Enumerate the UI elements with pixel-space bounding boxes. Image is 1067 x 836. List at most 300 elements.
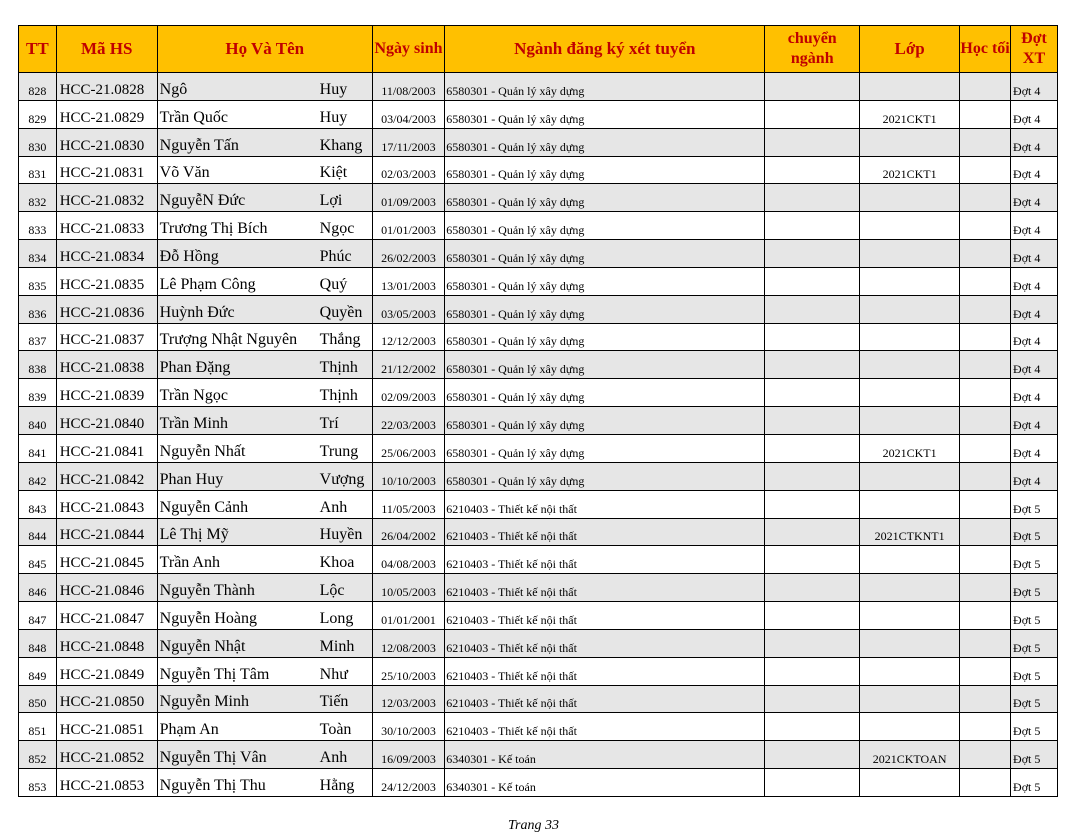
cell-ngay-sinh: 12/08/2003 — [372, 629, 444, 657]
table-row — [19, 741, 1058, 769]
cell-lop — [860, 184, 960, 212]
cell-ma-hs: HCC-21.0843 — [56, 490, 157, 518]
cell-chuyen-nganh — [765, 100, 860, 128]
cell-ten: Vượng — [319, 470, 365, 488]
cell-ho-ten — [157, 769, 372, 797]
table-row — [19, 407, 1058, 435]
cell-ho-ten — [157, 267, 372, 295]
cell-nganh: 6580301 - Quản lý xây dựng — [445, 100, 765, 128]
cell-ten: Long — [319, 609, 354, 627]
header-dot-xt: Đợt XT — [1011, 26, 1058, 73]
cell-chuyen-nganh — [765, 379, 860, 407]
table-row — [19, 323, 1058, 351]
cell-ten: Anh — [319, 498, 348, 516]
cell-nganh: 6210403 - Thiết kế nội thất — [445, 574, 765, 602]
cell-nganh: 6580301 - Quản lý xây dựng — [445, 351, 765, 379]
cell-chuyen-nganh — [765, 156, 860, 184]
cell-nganh: 6580301 - Quản lý xây dựng — [445, 323, 765, 351]
cell-ho: Ngô — [159, 80, 188, 98]
cell-ma-hs: HCC-21.0832 — [56, 184, 157, 212]
cell-ho: Nguyễn Hoàng — [159, 609, 257, 627]
header-chuyen-nganh: chuyển ngành — [765, 26, 860, 73]
cell-nganh: 6580301 - Quản lý xây dựng — [445, 73, 765, 101]
cell-dot-xt: Đợt 4 — [1011, 212, 1058, 240]
cell-ngay-sinh: 11/05/2003 — [372, 490, 444, 518]
cell-ngay-sinh: 03/05/2003 — [372, 295, 444, 323]
cell-ho-ten — [157, 351, 372, 379]
cell-ten: Ngọc — [319, 220, 355, 238]
cell-nganh: 6580301 - Quản lý xây dựng — [445, 434, 765, 462]
cell-chuyen-nganh — [765, 434, 860, 462]
cell-ho: Nguyễn Minh — [159, 693, 249, 711]
cell-lop: 2021CKTOAN — [860, 741, 960, 769]
cell-lop: 2021CKT1 — [860, 156, 960, 184]
cell-ngay-sinh: 02/09/2003 — [372, 379, 444, 407]
cell-tt: 831 — [19, 156, 57, 184]
cell-chuyen-nganh — [765, 184, 860, 212]
table-row — [19, 546, 1058, 574]
header-row — [19, 26, 1058, 73]
cell-ho: Trương Thị Bích — [159, 220, 268, 238]
cell-chuyen-nganh — [765, 351, 860, 379]
cell-ma-hs: HCC-21.0837 — [56, 323, 157, 351]
cell-ma-hs: HCC-21.0847 — [56, 602, 157, 630]
cell-nganh: 6580301 - Quản lý xây dựng — [445, 156, 765, 184]
cell-ngay-sinh: 26/04/2002 — [372, 518, 444, 546]
cell-dot-xt: Đợt 4 — [1011, 434, 1058, 462]
cell-ho-ten — [157, 685, 372, 713]
cell-ngay-sinh: 26/02/2003 — [372, 240, 444, 268]
table-row — [19, 685, 1058, 713]
cell-lop: 2021CKT1 — [860, 100, 960, 128]
cell-ma-hs: HCC-21.0833 — [56, 212, 157, 240]
table-row — [19, 629, 1058, 657]
cell-ma-hs: HCC-21.0839 — [56, 379, 157, 407]
cell-hoc-toi — [960, 685, 1011, 713]
cell-nganh: 6210403 - Thiết kế nội thất — [445, 518, 765, 546]
table-row — [19, 100, 1058, 128]
cell-ho: Huỳnh Đức — [159, 303, 235, 321]
cell-ten: Thắng — [319, 331, 361, 349]
cell-dot-xt: Đợt 4 — [1011, 407, 1058, 435]
cell-lop — [860, 323, 960, 351]
table-row — [19, 657, 1058, 685]
cell-ho-ten — [157, 713, 372, 741]
cell-ngay-sinh: 02/03/2003 — [372, 156, 444, 184]
cell-tt: 843 — [19, 490, 57, 518]
cell-nganh: 6210403 - Thiết kế nội thất — [445, 657, 765, 685]
cell-ma-hs: HCC-21.0836 — [56, 295, 157, 323]
cell-hoc-toi — [960, 713, 1011, 741]
cell-hoc-toi — [960, 518, 1011, 546]
table-row — [19, 295, 1058, 323]
cell-tt: 829 — [19, 100, 57, 128]
cell-chuyen-nganh — [765, 212, 860, 240]
cell-chuyen-nganh — [765, 73, 860, 101]
cell-ten: Phúc — [319, 247, 352, 265]
cell-ngay-sinh: 12/03/2003 — [372, 685, 444, 713]
cell-tt: 834 — [19, 240, 57, 268]
cell-ho-ten — [157, 629, 372, 657]
cell-chuyen-nganh — [765, 769, 860, 797]
cell-ngay-sinh: 10/10/2003 — [372, 462, 444, 490]
cell-hoc-toi — [960, 240, 1011, 268]
cell-ten: Khoa — [319, 554, 355, 572]
cell-chuyen-nganh — [765, 490, 860, 518]
cell-ho: Trượng Nhật Nguyên — [159, 331, 298, 349]
header-tt: TT — [19, 26, 57, 73]
cell-lop — [860, 462, 960, 490]
cell-ho: Nguyễn Thị Thu — [159, 776, 266, 794]
cell-ten: Trung — [319, 442, 359, 460]
cell-ten: Lợi — [319, 192, 343, 210]
cell-lop — [860, 407, 960, 435]
cell-ho: Trần Anh — [159, 554, 220, 572]
cell-chuyen-nganh — [765, 629, 860, 657]
table-row — [19, 351, 1058, 379]
cell-ho: Phan Đặng — [159, 359, 231, 377]
cell-nganh: 6580301 - Quản lý xây dựng — [445, 184, 765, 212]
cell-dot-xt: Đợt 5 — [1011, 657, 1058, 685]
cell-ho: Nguyễn Thị Vân — [159, 749, 267, 767]
header-lop: Lớp — [860, 26, 960, 73]
cell-ten: Huy — [319, 108, 348, 126]
cell-dot-xt: Đợt 5 — [1011, 769, 1058, 797]
cell-chuyen-nganh — [765, 128, 860, 156]
cell-tt: 835 — [19, 267, 57, 295]
cell-hoc-toi — [960, 267, 1011, 295]
header-ngay-sinh: Ngày sinh — [372, 26, 444, 73]
cell-ho-ten — [157, 546, 372, 574]
cell-ten: Như — [319, 665, 348, 683]
cell-ngay-sinh: 12/12/2003 — [372, 323, 444, 351]
cell-ma-hs: HCC-21.0829 — [56, 100, 157, 128]
cell-tt: 853 — [19, 769, 57, 797]
cell-ngay-sinh: 16/09/2003 — [372, 741, 444, 769]
cell-tt: 832 — [19, 184, 57, 212]
cell-ho-ten — [157, 741, 372, 769]
cell-ma-hs: HCC-21.0848 — [56, 629, 157, 657]
table-row — [19, 462, 1058, 490]
cell-dot-xt: Đợt 5 — [1011, 741, 1058, 769]
cell-dot-xt: Đợt 4 — [1011, 267, 1058, 295]
table-row — [19, 267, 1058, 295]
cell-chuyen-nganh — [765, 295, 860, 323]
cell-ho-ten — [157, 295, 372, 323]
cell-ma-hs: HCC-21.0852 — [56, 741, 157, 769]
cell-dot-xt: Đợt 5 — [1011, 685, 1058, 713]
cell-ho: Nguyễn Thành — [159, 582, 255, 600]
cell-tt: 848 — [19, 629, 57, 657]
cell-ngay-sinh: 04/08/2003 — [372, 546, 444, 574]
cell-dot-xt: Đợt 5 — [1011, 602, 1058, 630]
cell-ten: Trí — [319, 414, 339, 432]
cell-ho: Nguyễn Tấn — [159, 136, 239, 154]
cell-ho: Đỗ Hồng — [159, 247, 219, 265]
cell-ma-hs: HCC-21.0828 — [56, 73, 157, 101]
cell-ma-hs: HCC-21.0840 — [56, 407, 157, 435]
cell-dot-xt: Đợt 4 — [1011, 323, 1058, 351]
cell-ten: Huy — [319, 80, 348, 98]
cell-dot-xt: Đợt 4 — [1011, 379, 1058, 407]
cell-lop: 2021CTKNT1 — [860, 518, 960, 546]
cell-hoc-toi — [960, 379, 1011, 407]
cell-ma-hs: HCC-21.0846 — [56, 574, 157, 602]
cell-lop — [860, 240, 960, 268]
cell-ten: Kiệt — [319, 164, 348, 182]
cell-chuyen-nganh — [765, 713, 860, 741]
cell-ten: Thịnh — [319, 359, 358, 377]
cell-tt: 838 — [19, 351, 57, 379]
cell-chuyen-nganh — [765, 657, 860, 685]
student-roster-table — [18, 25, 1058, 797]
cell-dot-xt: Đợt 4 — [1011, 184, 1058, 212]
cell-ngay-sinh: 25/10/2003 — [372, 657, 444, 685]
cell-ma-hs: HCC-21.0842 — [56, 462, 157, 490]
cell-hoc-toi — [960, 490, 1011, 518]
cell-ngay-sinh: 01/09/2003 — [372, 184, 444, 212]
cell-lop — [860, 295, 960, 323]
table-row — [19, 128, 1058, 156]
cell-ho: Trần Ngọc — [159, 387, 228, 405]
header-hoc-toi: Học tối — [960, 26, 1011, 73]
page-number: Trang 33 — [508, 818, 559, 833]
cell-ma-hs: HCC-21.0844 — [56, 518, 157, 546]
cell-tt: 852 — [19, 741, 57, 769]
cell-ngay-sinh: 30/10/2003 — [372, 713, 444, 741]
cell-nganh: 6210403 - Thiết kế nội thất — [445, 602, 765, 630]
cell-tt: 847 — [19, 602, 57, 630]
cell-dot-xt: Đợt 4 — [1011, 100, 1058, 128]
cell-tt: 833 — [19, 212, 57, 240]
cell-dot-xt: Đợt 5 — [1011, 490, 1058, 518]
cell-ho-ten — [157, 128, 372, 156]
table-row — [19, 490, 1058, 518]
cell-ho-ten — [157, 434, 372, 462]
cell-ma-hs: HCC-21.0838 — [56, 351, 157, 379]
cell-hoc-toi — [960, 212, 1011, 240]
cell-ngay-sinh: 21/12/2002 — [372, 351, 444, 379]
cell-ma-hs: HCC-21.0830 — [56, 128, 157, 156]
cell-ngay-sinh: 17/11/2003 — [372, 128, 444, 156]
cell-ten: Khang — [319, 136, 363, 154]
cell-dot-xt: Đợt 4 — [1011, 240, 1058, 268]
cell-hoc-toi — [960, 73, 1011, 101]
cell-lop — [860, 73, 960, 101]
cell-lop — [860, 685, 960, 713]
cell-ho-ten — [157, 184, 372, 212]
cell-ho: Trần Minh — [159, 414, 228, 432]
cell-ho: Phan Huy — [159, 470, 224, 488]
cell-lop — [860, 351, 960, 379]
cell-chuyen-nganh — [765, 323, 860, 351]
cell-ho: Võ Văn — [159, 164, 210, 182]
cell-ten: Minh — [319, 637, 355, 655]
cell-ten: Anh — [319, 749, 348, 767]
cell-ho-ten — [157, 212, 372, 240]
cell-hoc-toi — [960, 184, 1011, 212]
table-row — [19, 769, 1058, 797]
cell-lop — [860, 602, 960, 630]
cell-hoc-toi — [960, 156, 1011, 184]
cell-dot-xt: Đợt 4 — [1011, 156, 1058, 184]
table-row — [19, 602, 1058, 630]
cell-hoc-toi — [960, 629, 1011, 657]
cell-tt: 840 — [19, 407, 57, 435]
cell-ten: Toàn — [319, 721, 352, 739]
cell-hoc-toi — [960, 407, 1011, 435]
cell-ten: Lộc — [319, 582, 345, 600]
cell-ngay-sinh: 11/08/2003 — [372, 73, 444, 101]
cell-hoc-toi — [960, 462, 1011, 490]
cell-nganh: 6340301 - Kế toán — [445, 769, 765, 797]
cell-ho-ten — [157, 407, 372, 435]
header-ma-hs: Mã HS — [56, 26, 157, 73]
cell-tt: 845 — [19, 546, 57, 574]
cell-ten: Thịnh — [319, 387, 358, 405]
cell-lop — [860, 769, 960, 797]
cell-ma-hs: HCC-21.0841 — [56, 434, 157, 462]
cell-nganh: 6580301 - Quản lý xây dựng — [445, 128, 765, 156]
table-row — [19, 713, 1058, 741]
cell-ten: Hằng — [319, 776, 355, 794]
table-row — [19, 212, 1058, 240]
cell-ho: Nguyễn Thị Tâm — [159, 665, 270, 683]
cell-nganh: 6580301 - Quản lý xây dựng — [445, 379, 765, 407]
table-row — [19, 184, 1058, 212]
header-nganh: Ngành đăng ký xét tuyển — [445, 26, 765, 73]
cell-ten: Tiến — [319, 693, 349, 711]
cell-ho-ten — [157, 156, 372, 184]
cell-ngay-sinh: 10/05/2003 — [372, 574, 444, 602]
cell-ngay-sinh: 22/03/2003 — [372, 407, 444, 435]
table-row — [19, 156, 1058, 184]
cell-lop — [860, 490, 960, 518]
cell-ho-ten — [157, 657, 372, 685]
cell-ho: Phạm An — [159, 721, 219, 739]
cell-dot-xt: Đợt 5 — [1011, 574, 1058, 602]
cell-ho-ten — [157, 323, 372, 351]
cell-hoc-toi — [960, 295, 1011, 323]
cell-ho-ten — [157, 602, 372, 630]
cell-dot-xt: Đợt 4 — [1011, 351, 1058, 379]
cell-lop — [860, 267, 960, 295]
cell-ho: Nguyễn Nhật — [159, 637, 246, 655]
cell-ho-ten — [157, 518, 372, 546]
cell-lop — [860, 713, 960, 741]
cell-hoc-toi — [960, 657, 1011, 685]
cell-ho-ten — [157, 73, 372, 101]
cell-tt: 849 — [19, 657, 57, 685]
cell-ho-ten — [157, 100, 372, 128]
table-body — [19, 73, 1058, 797]
cell-nganh: 6580301 - Quản lý xây dựng — [445, 212, 765, 240]
cell-ho-ten — [157, 379, 372, 407]
cell-hoc-toi — [960, 100, 1011, 128]
cell-tt: 839 — [19, 379, 57, 407]
cell-dot-xt: Đợt 4 — [1011, 73, 1058, 101]
cell-dot-xt: Đợt 4 — [1011, 462, 1058, 490]
cell-tt: 830 — [19, 128, 57, 156]
cell-ma-hs: HCC-21.0831 — [56, 156, 157, 184]
cell-nganh: 6580301 - Quản lý xây dựng — [445, 462, 765, 490]
cell-ngay-sinh: 01/01/2003 — [372, 212, 444, 240]
cell-ma-hs: HCC-21.0850 — [56, 685, 157, 713]
cell-nganh: 6580301 - Quản lý xây dựng — [445, 267, 765, 295]
table-row — [19, 73, 1058, 101]
cell-nganh: 6340301 - Kế toán — [445, 741, 765, 769]
cell-ngay-sinh: 24/12/2003 — [372, 769, 444, 797]
cell-dot-xt: Đợt 5 — [1011, 546, 1058, 574]
cell-hoc-toi — [960, 323, 1011, 351]
cell-ten: Quý — [319, 275, 348, 293]
header-ho-ten: Họ Và Tên — [157, 26, 372, 73]
cell-tt: 850 — [19, 685, 57, 713]
cell-hoc-toi — [960, 769, 1011, 797]
cell-ho: Nguyễn Cảnh — [159, 498, 249, 516]
cell-lop — [860, 657, 960, 685]
cell-ho: NguyễN Đức — [159, 192, 246, 210]
cell-ma-hs: HCC-21.0851 — [56, 713, 157, 741]
cell-chuyen-nganh — [765, 267, 860, 295]
cell-nganh: 6210403 - Thiết kế nội thất — [445, 685, 765, 713]
cell-chuyen-nganh — [765, 407, 860, 435]
cell-nganh: 6580301 - Quản lý xây dựng — [445, 240, 765, 268]
cell-ho: Lê Thị Mỹ — [159, 526, 229, 544]
cell-tt: 828 — [19, 73, 57, 101]
cell-ho: Nguyễn Nhất — [159, 442, 246, 460]
cell-ma-hs: HCC-21.0849 — [56, 657, 157, 685]
table-row — [19, 240, 1058, 268]
cell-dot-xt: Đợt 4 — [1011, 128, 1058, 156]
cell-ma-hs: HCC-21.0845 — [56, 546, 157, 574]
cell-chuyen-nganh — [765, 685, 860, 713]
cell-ho: Lê Phạm Công — [159, 275, 256, 293]
cell-nganh: 6580301 - Quản lý xây dựng — [445, 407, 765, 435]
cell-lop — [860, 128, 960, 156]
cell-nganh: 6210403 - Thiết kế nội thất — [445, 490, 765, 518]
cell-ngay-sinh: 25/06/2003 — [372, 434, 444, 462]
cell-ngay-sinh: 01/01/2001 — [372, 602, 444, 630]
table-row — [19, 379, 1058, 407]
cell-dot-xt: Đợt 5 — [1011, 713, 1058, 741]
cell-lop — [860, 629, 960, 657]
cell-tt: 836 — [19, 295, 57, 323]
cell-chuyen-nganh — [765, 741, 860, 769]
cell-hoc-toi — [960, 128, 1011, 156]
cell-nganh: 6210403 - Thiết kế nội thất — [445, 546, 765, 574]
cell-dot-xt: Đợt 5 — [1011, 518, 1058, 546]
cell-hoc-toi — [960, 574, 1011, 602]
cell-ho-ten — [157, 574, 372, 602]
cell-hoc-toi — [960, 741, 1011, 769]
cell-tt: 841 — [19, 434, 57, 462]
cell-ma-hs: HCC-21.0835 — [56, 267, 157, 295]
cell-chuyen-nganh — [765, 462, 860, 490]
cell-lop — [860, 574, 960, 602]
cell-chuyen-nganh — [765, 240, 860, 268]
cell-chuyen-nganh — [765, 574, 860, 602]
cell-nganh: 6210403 - Thiết kế nội thất — [445, 713, 765, 741]
cell-ngay-sinh: 03/04/2003 — [372, 100, 444, 128]
cell-nganh: 6210403 - Thiết kế nội thất — [445, 629, 765, 657]
cell-tt: 842 — [19, 462, 57, 490]
cell-ho-ten — [157, 462, 372, 490]
table-header — [19, 26, 1058, 73]
cell-hoc-toi — [960, 602, 1011, 630]
cell-ma-hs: HCC-21.0853 — [56, 769, 157, 797]
cell-ngay-sinh: 13/01/2003 — [372, 267, 444, 295]
